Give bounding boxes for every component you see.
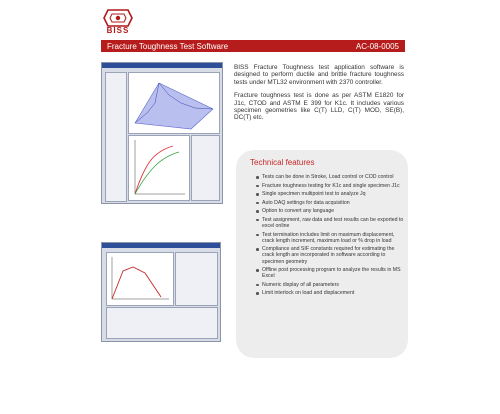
intro-paragraph: BISS Fracture Toughness test application software is designed to perform ductile and brittle fracture toughness tests under MTL32 environment with 2370 controller. [234,64,404,86]
intro-text [234,64,404,128]
features-list [246,174,406,299]
side-panel [105,72,127,202]
features-heading: Technical features [250,158,315,167]
load-curve-plot [106,252,174,306]
surface-plot [128,72,220,134]
list-item: Offline post processing program to analyze the results in MS Excel [256,267,406,279]
window-titlebar [102,243,220,248]
results-panel [191,135,220,201]
brand-name: BISS [106,26,130,35]
list-item: Test termination includes limit on maximum displacement, crack length increment, maximum load or % drop in load [256,232,406,244]
window-titlebar [102,63,222,68]
status-panel [106,307,218,339]
banner-code: AC-08-0005 [355,41,399,51]
parameter-panel [175,252,218,306]
datasheet-page [84,0,416,414]
intro-paragraph: Fracture toughness test is done as per ASTM E1820 for J1c, CTOD and ASTM E 399 for K1c. It includes various specimen geometries like C(T) LLD, C(T) MOD, SE(B), DC(T) etc. [234,92,404,122]
load-displacement-plot [128,135,190,201]
software-screenshot-main [101,62,223,204]
list-item: Tests can be done in Stroke, Load control or COD control [256,174,406,180]
technical-features-box [236,150,408,358]
list-item: Single specimen multipoint test to analyze Jq [256,191,406,197]
software-screenshot-dialog [101,242,221,342]
list-item: Numeric display of all parameters [256,282,406,288]
list-item: Auto DAQ settings for data acquisition [256,200,406,206]
list-item: Test assignment, raw data and test results can be exported to excel online [256,217,406,229]
title-banner [101,40,405,52]
list-item: Limit interlock on load and displacement [256,290,406,296]
list-item: Fracture toughness testing for K1c and single specimen J1c [256,183,406,189]
list-item: Compliance and SIF constants required for estimating the crack length are incorporated in software according to specimen geometry [256,246,406,264]
banner-title: Fracture Toughness Test Software [107,41,229,51]
list-item: Option to convert any language [256,208,406,214]
